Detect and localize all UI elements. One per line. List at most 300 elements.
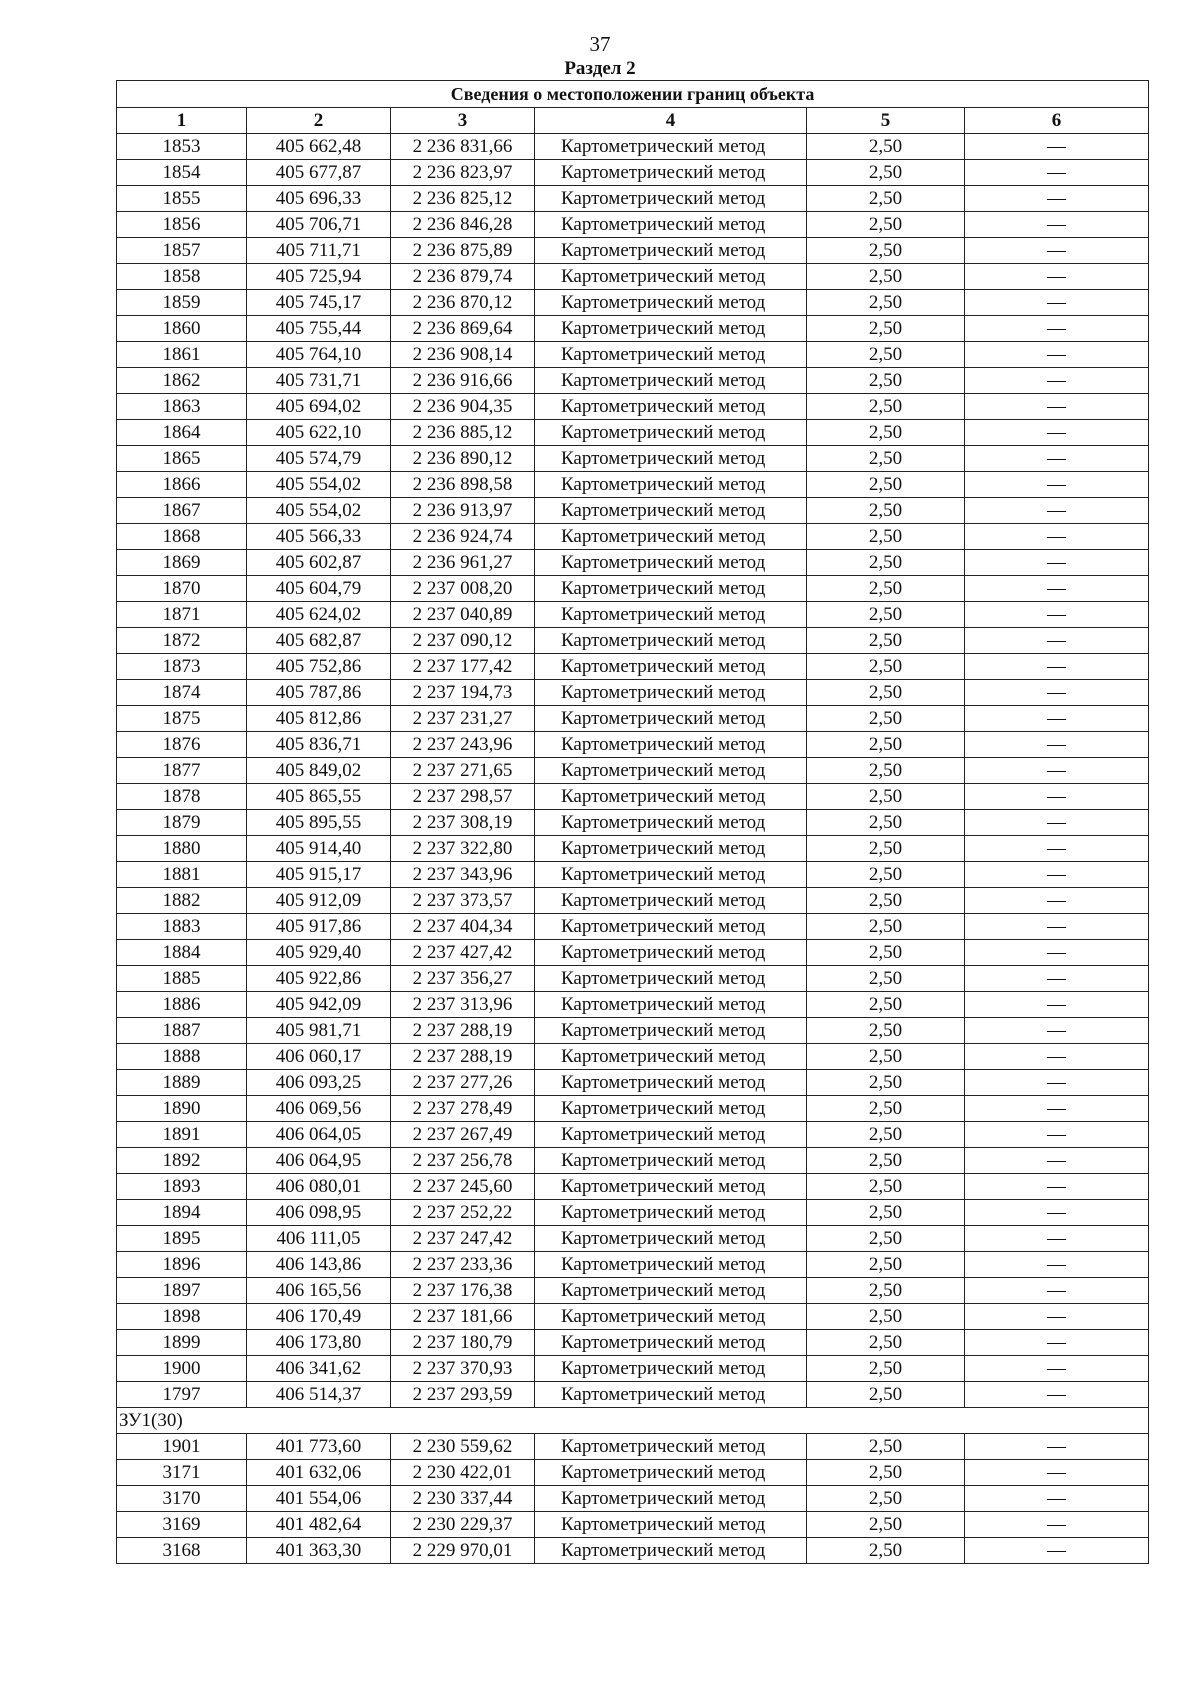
method-cell: Картометрический метод: [535, 1252, 807, 1278]
precision-cell: 2,50: [807, 160, 965, 186]
precision-cell: 2,50: [807, 524, 965, 550]
precision-cell: 2,50: [807, 316, 965, 342]
precision-cell: 2,50: [807, 1486, 965, 1512]
coord-y-cell: 2 230 229,37: [391, 1512, 535, 1538]
coord-x-cell: 406 064,95: [247, 1148, 391, 1174]
point-number-cell: 1884: [117, 940, 247, 966]
method-cell: Картометрический метод: [535, 1200, 807, 1226]
coord-y-cell: 2 236 823,97: [391, 160, 535, 186]
method-cell: Картометрический метод: [535, 550, 807, 576]
method-cell: Картометрический метод: [535, 888, 807, 914]
method-cell: Картометрический метод: [535, 576, 807, 602]
precision-cell: 2,50: [807, 1538, 965, 1564]
coord-y-cell: 2 236 831,66: [391, 134, 535, 160]
table-row: [117, 316, 1149, 342]
method-cell: Картометрический метод: [535, 394, 807, 420]
description-cell: —: [965, 1330, 1149, 1356]
table-row: [117, 1252, 1149, 1278]
coord-y-cell: 2 236 904,35: [391, 394, 535, 420]
coord-x-cell: 405 915,17: [247, 862, 391, 888]
coord-y-cell: 2 237 256,78: [391, 1148, 535, 1174]
point-number-cell: 1895: [117, 1226, 247, 1252]
table-caption: Сведения о местоположении границ объекта: [117, 81, 1149, 108]
table-row: [117, 628, 1149, 654]
method-cell: Картометрический метод: [535, 1304, 807, 1330]
point-number-cell: 1901: [117, 1434, 247, 1460]
description-cell: —: [965, 1044, 1149, 1070]
point-number-cell: 1865: [117, 446, 247, 472]
description-cell: —: [965, 836, 1149, 862]
coord-y-cell: 2 236 913,97: [391, 498, 535, 524]
point-number-cell: 1900: [117, 1356, 247, 1382]
point-number-cell: 1868: [117, 524, 247, 550]
precision-cell: 2,50: [807, 810, 965, 836]
method-cell: Картометрический метод: [535, 472, 807, 498]
point-number-cell: 1891: [117, 1122, 247, 1148]
method-cell: Картометрический метод: [535, 186, 807, 212]
method-cell: Картометрический метод: [535, 1018, 807, 1044]
table-row: [117, 810, 1149, 836]
point-number-cell: 1855: [117, 186, 247, 212]
coord-x-cell: 406 170,49: [247, 1304, 391, 1330]
table-row: [117, 420, 1149, 446]
point-number-cell: 1856: [117, 212, 247, 238]
precision-cell: 2,50: [807, 550, 965, 576]
method-cell: Картометрический метод: [535, 1096, 807, 1122]
coord-y-cell: 2 237 298,57: [391, 784, 535, 810]
coord-y-cell: 2 237 288,19: [391, 1018, 535, 1044]
method-cell: Картометрический метод: [535, 914, 807, 940]
point-number-cell: 1883: [117, 914, 247, 940]
coord-y-cell: 2 236 908,14: [391, 342, 535, 368]
description-cell: —: [965, 862, 1149, 888]
point-number-cell: 1892: [117, 1148, 247, 1174]
description-cell: —: [965, 784, 1149, 810]
table-row: [117, 940, 1149, 966]
table-row: [117, 1434, 1149, 1460]
description-cell: —: [965, 1174, 1149, 1200]
coord-y-cell: 2 237 313,96: [391, 992, 535, 1018]
coord-x-cell: 405 764,10: [247, 342, 391, 368]
group-label-row: [117, 1408, 1149, 1434]
point-number-cell: 3171: [117, 1460, 247, 1486]
coord-x-cell: 405 682,87: [247, 628, 391, 654]
table-row: [117, 1096, 1149, 1122]
method-cell: Картометрический метод: [535, 1148, 807, 1174]
column-header-row: [117, 108, 1149, 134]
coord-y-cell: 2 237 356,27: [391, 966, 535, 992]
table-row: [117, 212, 1149, 238]
table-row: [117, 290, 1149, 316]
table-row: [117, 1018, 1149, 1044]
method-cell: Картометрический метод: [535, 836, 807, 862]
method-cell: Картометрический метод: [535, 1174, 807, 1200]
precision-cell: 2,50: [807, 1512, 965, 1538]
coord-y-cell: 2 237 427,42: [391, 940, 535, 966]
column-header-1: 1: [117, 108, 247, 134]
coord-y-cell: 2 236 846,28: [391, 212, 535, 238]
coord-y-cell: 2 237 247,42: [391, 1226, 535, 1252]
precision-cell: 2,50: [807, 1304, 965, 1330]
coord-y-cell: 2 237 322,80: [391, 836, 535, 862]
table-row: [117, 1460, 1149, 1486]
method-cell: Картометрический метод: [535, 706, 807, 732]
precision-cell: 2,50: [807, 1174, 965, 1200]
table-row: [117, 654, 1149, 680]
method-cell: Картометрический метод: [535, 264, 807, 290]
table-row: [117, 134, 1149, 160]
coord-y-cell: 2 237 370,93: [391, 1356, 535, 1382]
coord-y-cell: 2 230 422,01: [391, 1460, 535, 1486]
coord-x-cell: 405 745,17: [247, 290, 391, 316]
point-number-cell: 1893: [117, 1174, 247, 1200]
precision-cell: 2,50: [807, 498, 965, 524]
page-number: 37: [589, 32, 611, 56]
point-number-cell: 1797: [117, 1382, 247, 1408]
method-cell: Картометрический метод: [535, 420, 807, 446]
coord-x-cell: 405 865,55: [247, 784, 391, 810]
description-cell: —: [965, 628, 1149, 654]
point-number-cell: 1875: [117, 706, 247, 732]
method-cell: Картометрический метод: [535, 1512, 807, 1538]
precision-cell: 2,50: [807, 888, 965, 914]
coord-x-cell: 405 622,10: [247, 420, 391, 446]
coord-y-cell: 2 236 898,58: [391, 472, 535, 498]
coord-x-cell: 401 363,30: [247, 1538, 391, 1564]
method-cell: Картометрический метод: [535, 940, 807, 966]
description-cell: —: [965, 1200, 1149, 1226]
description-cell: —: [965, 342, 1149, 368]
description-cell: —: [965, 1538, 1149, 1564]
point-number-cell: 1882: [117, 888, 247, 914]
method-cell: Картометрический метод: [535, 342, 807, 368]
column-header-5: 5: [807, 108, 965, 134]
precision-cell: 2,50: [807, 862, 965, 888]
description-cell: —: [965, 810, 1149, 836]
description-cell: —: [965, 1018, 1149, 1044]
table-row: [117, 498, 1149, 524]
table-row: [117, 1226, 1149, 1252]
point-number-cell: 1873: [117, 654, 247, 680]
point-number-cell: 1874: [117, 680, 247, 706]
precision-cell: 2,50: [807, 264, 965, 290]
precision-cell: 2,50: [807, 758, 965, 784]
coord-y-cell: 2 237 176,38: [391, 1278, 535, 1304]
coord-y-cell: 2 237 343,96: [391, 862, 535, 888]
description-cell: —: [965, 1304, 1149, 1330]
precision-cell: 2,50: [807, 1018, 965, 1044]
coord-x-cell: 405 624,02: [247, 602, 391, 628]
method-cell: Картометрический метод: [535, 212, 807, 238]
precision-cell: 2,50: [807, 1356, 965, 1382]
description-cell: —: [965, 368, 1149, 394]
method-cell: Картометрический метод: [535, 654, 807, 680]
coord-y-cell: 2 237 090,12: [391, 628, 535, 654]
table-row: [117, 602, 1149, 628]
coord-x-cell: 406 514,37: [247, 1382, 391, 1408]
coord-x-cell: 406 173,80: [247, 1330, 391, 1356]
coord-x-cell: 406 069,56: [247, 1096, 391, 1122]
point-number-cell: 1862: [117, 368, 247, 394]
precision-cell: 2,50: [807, 368, 965, 394]
precision-cell: 2,50: [807, 1382, 965, 1408]
coord-x-cell: 405 812,86: [247, 706, 391, 732]
table-row: [117, 1044, 1149, 1070]
table-row: [117, 394, 1149, 420]
table-row: [117, 550, 1149, 576]
method-cell: Картометрический метод: [535, 290, 807, 316]
coord-y-cell: 2 237 008,20: [391, 576, 535, 602]
precision-cell: 2,50: [807, 1148, 965, 1174]
coord-y-cell: 2 236 890,12: [391, 446, 535, 472]
point-number-cell: 1870: [117, 576, 247, 602]
coord-y-cell: 2 237 181,66: [391, 1304, 535, 1330]
description-cell: —: [965, 940, 1149, 966]
table-row: [117, 160, 1149, 186]
coord-y-cell: 2 237 404,34: [391, 914, 535, 940]
method-cell: Картометрический метод: [535, 1356, 807, 1382]
coord-y-cell: 2 237 194,73: [391, 680, 535, 706]
table-row: [117, 1512, 1149, 1538]
description-cell: —: [965, 160, 1149, 186]
coord-x-cell: 406 080,01: [247, 1174, 391, 1200]
point-number-cell: 1876: [117, 732, 247, 758]
point-number-cell: 3169: [117, 1512, 247, 1538]
table-row: [117, 1382, 1149, 1408]
point-number-cell: 1861: [117, 342, 247, 368]
precision-cell: 2,50: [807, 602, 965, 628]
coord-x-cell: 406 143,86: [247, 1252, 391, 1278]
coord-y-cell: 2 236 875,89: [391, 238, 535, 264]
method-cell: Картометрический метод: [535, 1278, 807, 1304]
table-row: [117, 992, 1149, 1018]
point-number-cell: 1858: [117, 264, 247, 290]
description-cell: —: [965, 394, 1149, 420]
column-header-2: 2: [247, 108, 391, 134]
precision-cell: 2,50: [807, 420, 965, 446]
coord-x-cell: 406 165,56: [247, 1278, 391, 1304]
coord-y-cell: 2 236 869,64: [391, 316, 535, 342]
table-row: [117, 732, 1149, 758]
description-cell: —: [965, 472, 1149, 498]
table-row: [117, 524, 1149, 550]
coord-x-cell: 406 060,17: [247, 1044, 391, 1070]
coord-x-cell: 405 752,86: [247, 654, 391, 680]
table-row: [117, 1486, 1149, 1512]
table-row: [117, 1200, 1149, 1226]
table-row: [117, 1148, 1149, 1174]
point-number-cell: 1864: [117, 420, 247, 446]
coord-y-cell: 2 237 252,22: [391, 1200, 535, 1226]
precision-cell: 2,50: [807, 342, 965, 368]
point-number-cell: 1877: [117, 758, 247, 784]
coord-x-cell: 405 554,02: [247, 472, 391, 498]
coord-x-cell: 405 694,02: [247, 394, 391, 420]
point-number-cell: 1896: [117, 1252, 247, 1278]
point-number-cell: 1853: [117, 134, 247, 160]
table-row: [117, 1304, 1149, 1330]
precision-cell: 2,50: [807, 1330, 965, 1356]
precision-cell: 2,50: [807, 1044, 965, 1070]
coord-x-cell: 405 554,02: [247, 498, 391, 524]
table-row: [117, 264, 1149, 290]
method-cell: Картометрический метод: [535, 1538, 807, 1564]
coord-x-cell: 405 922,86: [247, 966, 391, 992]
table-row: [117, 342, 1149, 368]
point-number-cell: 1871: [117, 602, 247, 628]
precision-cell: 2,50: [807, 134, 965, 160]
description-cell: —: [965, 680, 1149, 706]
table-row: [117, 576, 1149, 602]
coord-y-cell: 2 237 245,60: [391, 1174, 535, 1200]
coord-y-cell: 2 237 231,27: [391, 706, 535, 732]
method-cell: Картометрический метод: [535, 446, 807, 472]
point-number-cell: 1857: [117, 238, 247, 264]
coord-y-cell: 2 237 243,96: [391, 732, 535, 758]
precision-cell: 2,50: [807, 836, 965, 862]
method-cell: Картометрический метод: [535, 758, 807, 784]
table-row: [117, 862, 1149, 888]
description-cell: —: [965, 706, 1149, 732]
table-row: [117, 1070, 1149, 1096]
table-row: [117, 888, 1149, 914]
description-cell: —: [965, 732, 1149, 758]
table-row: [117, 472, 1149, 498]
coord-x-cell: 405 755,44: [247, 316, 391, 342]
description-cell: —: [965, 1226, 1149, 1252]
coord-x-cell: 406 341,62: [247, 1356, 391, 1382]
description-cell: —: [965, 602, 1149, 628]
method-cell: Картометрический метод: [535, 680, 807, 706]
table-row: [117, 238, 1149, 264]
precision-cell: 2,50: [807, 1096, 965, 1122]
coord-y-cell: 2 237 278,49: [391, 1096, 535, 1122]
coord-x-cell: 405 917,86: [247, 914, 391, 940]
coord-x-cell: 401 554,06: [247, 1486, 391, 1512]
coord-y-cell: 2 237 373,57: [391, 888, 535, 914]
coord-x-cell: 405 981,71: [247, 1018, 391, 1044]
coord-y-cell: 2 237 308,19: [391, 810, 535, 836]
table-row: [117, 1122, 1149, 1148]
description-cell: —: [965, 550, 1149, 576]
table-caption-row: [117, 81, 1149, 108]
description-cell: —: [965, 134, 1149, 160]
coord-y-cell: 2 237 277,26: [391, 1070, 535, 1096]
point-number-cell: 1887: [117, 1018, 247, 1044]
point-number-cell: 1880: [117, 836, 247, 862]
coord-y-cell: 2 236 870,12: [391, 290, 535, 316]
point-number-cell: 1890: [117, 1096, 247, 1122]
precision-cell: 2,50: [807, 1278, 965, 1304]
point-number-cell: 1866: [117, 472, 247, 498]
column-header-4: 4: [535, 108, 807, 134]
table-row: [117, 1538, 1149, 1564]
description-cell: —: [965, 1278, 1149, 1304]
point-number-cell: 1869: [117, 550, 247, 576]
coord-x-cell: 405 912,09: [247, 888, 391, 914]
precision-cell: 2,50: [807, 1434, 965, 1460]
precision-cell: 2,50: [807, 576, 965, 602]
method-cell: Картометрический метод: [535, 316, 807, 342]
description-cell: —: [965, 1070, 1149, 1096]
coord-y-cell: 2 236 825,12: [391, 186, 535, 212]
description-cell: —: [965, 498, 1149, 524]
method-cell: Картометрический метод: [535, 862, 807, 888]
coord-y-cell: 2 237 177,42: [391, 654, 535, 680]
method-cell: Картометрический метод: [535, 1460, 807, 1486]
method-cell: Картометрический метод: [535, 1122, 807, 1148]
method-cell: Картометрический метод: [535, 1070, 807, 1096]
coord-x-cell: 405 566,33: [247, 524, 391, 550]
table-row: [117, 446, 1149, 472]
coord-y-cell: 2 237 293,59: [391, 1382, 535, 1408]
coord-x-cell: 406 111,05: [247, 1226, 391, 1252]
precision-cell: 2,50: [807, 654, 965, 680]
table-row: [117, 1330, 1149, 1356]
description-cell: —: [965, 914, 1149, 940]
precision-cell: 2,50: [807, 1460, 965, 1486]
coord-x-cell: 405 895,55: [247, 810, 391, 836]
precision-cell: 2,50: [807, 1070, 965, 1096]
coord-y-cell: 2 237 180,79: [391, 1330, 535, 1356]
coord-y-cell: 2 236 885,12: [391, 420, 535, 446]
precision-cell: 2,50: [807, 1200, 965, 1226]
description-cell: —: [965, 1512, 1149, 1538]
coord-x-cell: 401 632,06: [247, 1460, 391, 1486]
method-cell: Картометрический метод: [535, 732, 807, 758]
section-title: Раздел 2: [564, 58, 636, 79]
description-cell: —: [965, 1356, 1149, 1382]
table-row: [117, 186, 1149, 212]
description-cell: —: [965, 212, 1149, 238]
coord-x-cell: 405 929,40: [247, 940, 391, 966]
table-row: [117, 836, 1149, 862]
description-cell: —: [965, 264, 1149, 290]
precision-cell: 2,50: [807, 394, 965, 420]
description-cell: —: [965, 446, 1149, 472]
precision-cell: 2,50: [807, 680, 965, 706]
table-row: [117, 680, 1149, 706]
method-cell: Картометрический метод: [535, 1434, 807, 1460]
precision-cell: 2,50: [807, 212, 965, 238]
coord-x-cell: 405 849,02: [247, 758, 391, 784]
coord-x-cell: 405 914,40: [247, 836, 391, 862]
description-cell: —: [965, 992, 1149, 1018]
table-row: [117, 966, 1149, 992]
point-number-cell: 1859: [117, 290, 247, 316]
method-cell: Картометрический метод: [535, 160, 807, 186]
description-cell: —: [965, 1382, 1149, 1408]
coord-y-cell: 2 237 040,89: [391, 602, 535, 628]
method-cell: Картометрический метод: [535, 1044, 807, 1070]
description-cell: —: [965, 1148, 1149, 1174]
table-row: [117, 1174, 1149, 1200]
description-cell: —: [965, 654, 1149, 680]
coord-x-cell: 406 098,95: [247, 1200, 391, 1226]
coord-x-cell: 405 731,71: [247, 368, 391, 394]
coord-y-cell: 2 237 267,49: [391, 1122, 535, 1148]
table-row: [117, 1356, 1149, 1382]
coord-x-cell: 406 064,05: [247, 1122, 391, 1148]
table-row: [117, 706, 1149, 732]
method-cell: Картометрический метод: [535, 966, 807, 992]
precision-cell: 2,50: [807, 1252, 965, 1278]
precision-cell: 2,50: [807, 784, 965, 810]
table-row: [117, 758, 1149, 784]
method-cell: Картометрический метод: [535, 1226, 807, 1252]
method-cell: Картометрический метод: [535, 134, 807, 160]
precision-cell: 2,50: [807, 472, 965, 498]
